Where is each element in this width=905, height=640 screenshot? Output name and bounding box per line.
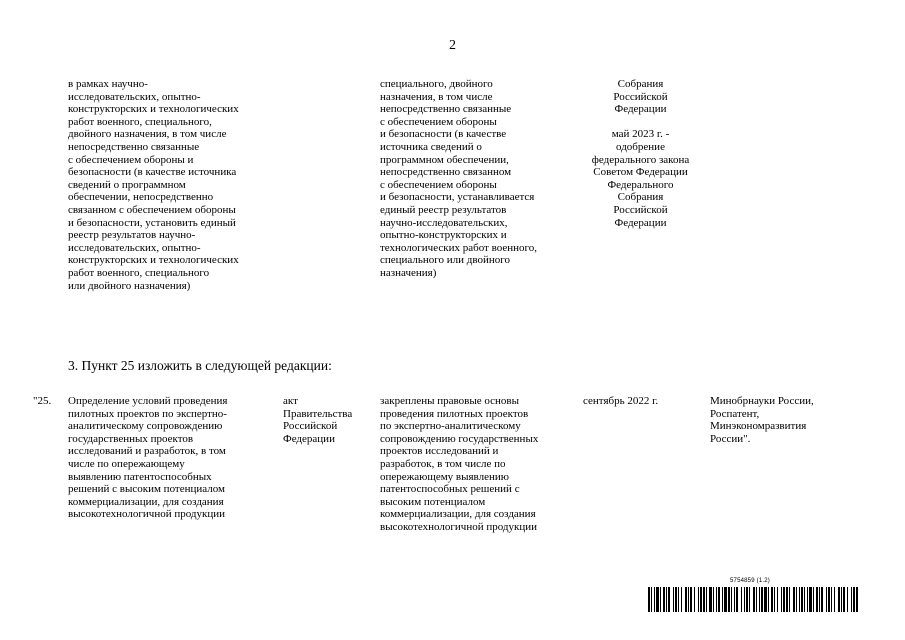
barcode-bar [777, 587, 778, 612]
barcode-bar [663, 587, 665, 612]
prev-row-description: в рамках научно- исследовательских, опытно- конструкторских и технологических работ военного, специального, двойного назначения, в том числе непосредственно связанные с обеспечением обороны и безопасности (в качестве источника сведений о программном обеспечении, непосредственно связанном с обеспечением обороны и безопасности, установить единый реестр результатов научно- исследовательских, опытно- конструкторских и технологических работ военного, специального или двойного назначения) [68, 78, 239, 292]
barcode-bar [764, 587, 767, 612]
barcode-bar [716, 587, 717, 612]
barcode-bar [718, 587, 720, 612]
row-25-act-type: акт Правительства Российской Федерации [283, 395, 353, 445]
barcode-bar [847, 587, 848, 612]
barcode-bar [681, 587, 682, 612]
prev-row-deadline: Собрания Российской Федерации май 2023 г. - одобрение федерального закона Советом Федерации Федерального Собрания Российской Федерации [591, 78, 690, 229]
barcode-bar [749, 587, 750, 612]
barcode-bar [793, 587, 795, 612]
barcode-bar [816, 587, 818, 612]
barcode-bar [724, 587, 727, 612]
barcode-bar [813, 587, 814, 612]
barcode-bar [651, 587, 652, 612]
barcode-bar [783, 587, 785, 612]
barcode-bar [807, 587, 808, 612]
barcode-bar [741, 587, 742, 612]
barcode-bar [728, 587, 730, 612]
barcode-bar [666, 587, 667, 612]
barcode-bar [826, 587, 827, 612]
barcode-bar [809, 587, 812, 612]
barcode-bar [801, 587, 803, 612]
prev-row-result: специального, двойного назначения, в том числе непосредственно связанные с обеспечением обороны и безопасности (в качестве источника сведений о программном обеспечении, непосредственно связанном с обеспечением обороны и безопасности, устанавливается единый реестр результатов научно-исследовательских, опытно-конструкторских и технологических работ военного, специального или двойного назначения) [380, 78, 538, 279]
barcode-bar [831, 587, 832, 612]
barcode-bar [731, 587, 732, 612]
barcode-bar [722, 587, 723, 612]
barcode-bar [761, 587, 763, 612]
barcode-bar [821, 587, 823, 612]
barcode-bar [654, 587, 655, 612]
barcode-bar [700, 587, 702, 612]
row-25-description: Определение условий проведения пилотных проектов по экспертно- аналитическому сопровождению государственных проектов исследований и разработок, в том числе по опережающему выявлению патентоспособных решений с высоким потенциалом коммерциализации, для создания высокотехнологичной продукции [68, 395, 228, 521]
barcode-bar [744, 587, 745, 612]
barcode-bar [648, 587, 650, 612]
barcode-bar [799, 587, 800, 612]
barcode-bar [851, 587, 852, 612]
barcode-bar [796, 587, 797, 612]
barcode-image [648, 587, 858, 612]
barcode-bar [841, 587, 842, 612]
barcode-bar [843, 587, 845, 612]
barcode-bar [786, 587, 788, 612]
barcode-bar [804, 587, 805, 612]
barcode-bar [668, 587, 670, 612]
barcode-bar [703, 587, 705, 612]
barcode-bar [753, 587, 755, 612]
barcode-bar [656, 587, 659, 612]
barcode-bar [771, 587, 773, 612]
barcode-bar [834, 587, 835, 612]
barcode-bar [706, 587, 707, 612]
barcode-bar [828, 587, 830, 612]
barcode-bar [838, 587, 840, 612]
barcode-bar [660, 587, 661, 612]
section-heading: 3. Пункт 25 изложить в следующей редакции: [68, 358, 332, 373]
barcode-bar [746, 587, 748, 612]
barcode-bar [781, 587, 782, 612]
barcode-bar [675, 587, 677, 612]
barcode-bar [685, 587, 687, 612]
barcode-bar [736, 587, 738, 612]
barcode-bar [688, 587, 689, 612]
barcode-bar [759, 587, 760, 612]
barcode-bar [698, 587, 699, 612]
barcode-bar [819, 587, 820, 612]
barcode-bar [853, 587, 855, 612]
barcode-bar [789, 587, 790, 612]
page-number: 2 [449, 38, 456, 53]
barcode-bar [690, 587, 692, 612]
barcode-bar [713, 587, 714, 612]
barcode-bar [673, 587, 674, 612]
barcode-bar [734, 587, 735, 612]
barcode-bar [678, 587, 679, 612]
row-25-deadline: сентябрь 2022 г. [583, 395, 659, 407]
barcode-bar [756, 587, 757, 612]
barcode-bar [856, 587, 858, 612]
barcode-number: 5754859 (1.2) [730, 578, 770, 584]
barcode-bar [694, 587, 695, 612]
barcode-bar [709, 587, 712, 612]
row-25-number: "25. [33, 395, 52, 407]
barcode-bar [768, 587, 769, 612]
barcode-bar [774, 587, 775, 612]
row-25-result: закреплены правовые основы проведения пилотных проектов по экспертно-аналитическому сопровождению государственных проектов исследований и разработок, в том числе по опережающему выявлению патентоспособных решений с высоким потенциалом коммерциализации, для создания высокотехнологичной продукции [380, 395, 539, 533]
row-25-responsible: Минобрнауки России, Роспатент, Минэкономразвития России". [710, 395, 814, 445]
